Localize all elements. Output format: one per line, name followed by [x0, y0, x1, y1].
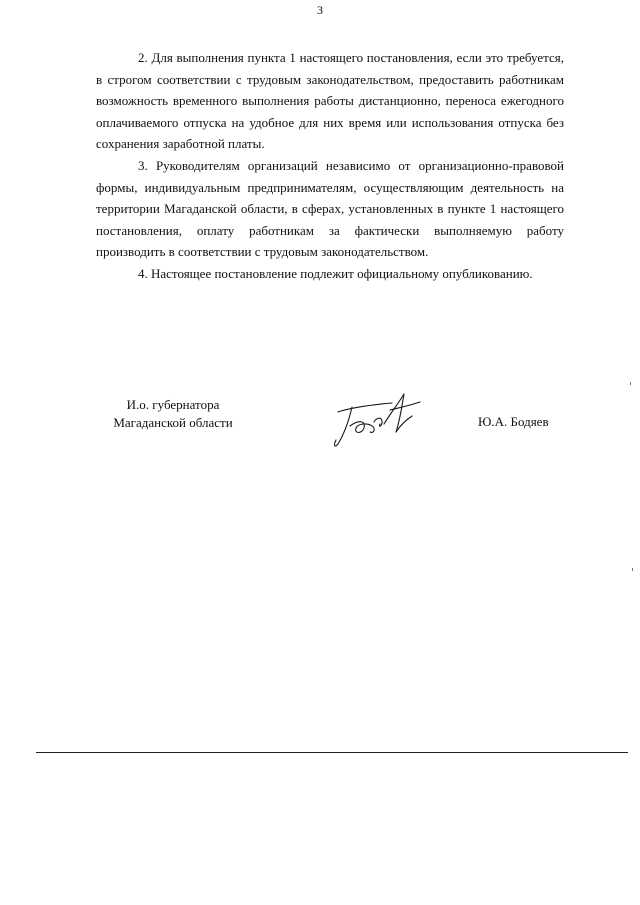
- paragraph-3: 3. Руководителям организаций независимо от организационно-правовой формы, индивидуальным предпринимателям, осуществляющим деятельность на территории Магаданской области, в сферах, установленных в пункте 1 настоящего постановления, оплату работникам за фактически выполняемую работу производить в соответствии с трудовым законодательством.: [96, 157, 564, 260]
- page-number: 3: [317, 3, 323, 17]
- signatory-title-line1: И.о. губернатора: [126, 397, 220, 412]
- signatory-title: [98, 396, 248, 432]
- bottom-divider-line: [36, 752, 628, 753]
- paragraph-2: 2. Для выполнения пункта 1 настоящего постановления, если это требуется, в строгом соответствии с трудовым законодательством, предоставить работникам возможность временного выполнения работы дистанционно, переноса ежегодного оплачиваемого отпуска на удобное для них время или использования отпуска без сохранения заработной платы.: [96, 50, 564, 152]
- document-body: [96, 47, 564, 285]
- paragraph-4: 4. Настоящее постановление подлежит официальному опубликованию.: [138, 265, 533, 281]
- handwritten-signature: [330, 390, 426, 450]
- signatory-name: Ю.А. Бодяев: [478, 414, 549, 429]
- signatory-title-line2: Магаданской области: [113, 415, 233, 430]
- signature-block: [0, 396, 640, 456]
- scan-artifact-mark: [632, 568, 633, 571]
- scan-artifact-mark: [630, 382, 631, 385]
